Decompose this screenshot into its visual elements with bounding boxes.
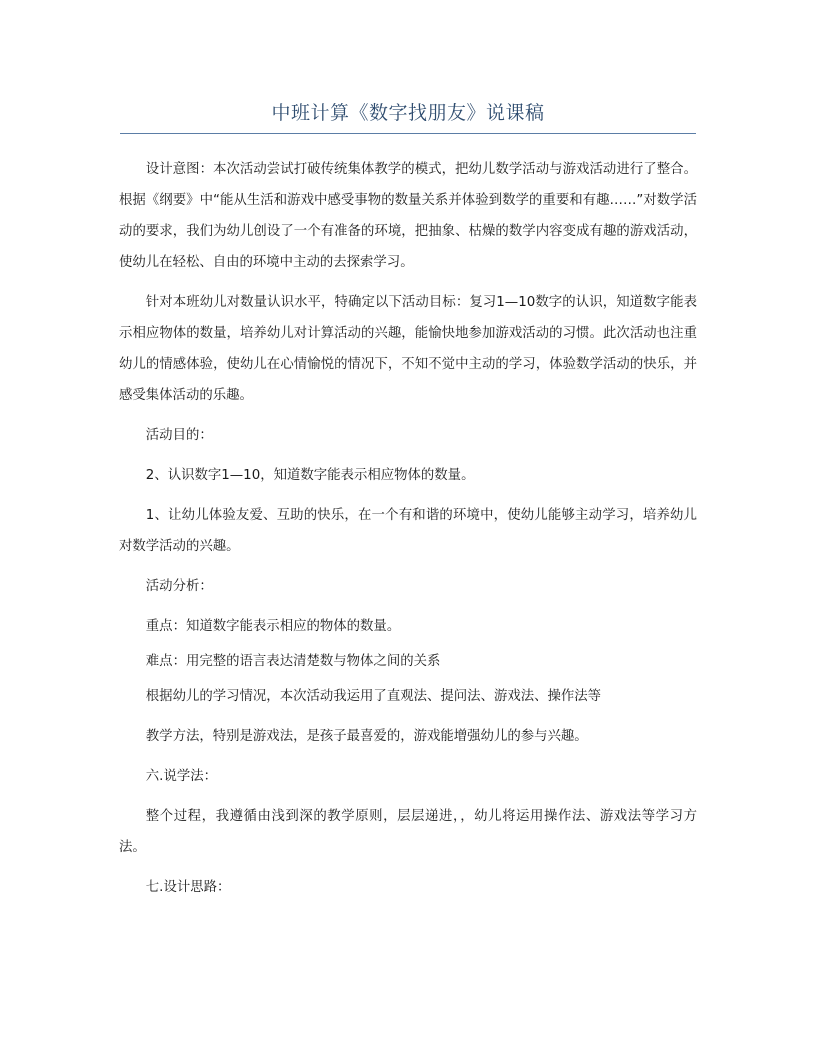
list-item-purpose-2: 2、认识数字1—10，知道数字能表示相应物体的数量。	[145, 468, 475, 483]
title-divider	[120, 133, 696, 134]
paragraph-design-intent: 设计意图：本次活动尝试打破传统集体教学的模式，把幼儿数学活动与游戏活动进行了整合。根据《纲要》中“能从生活和游戏中感受事物的数量关系并体验到数学的重要和有趣……”对数学活动的要求，我们为幼儿创设了一个有准备的环境，把抽象、枯燥的数学内容变成有趣的游戏活动，使幼儿在轻松、自由的环境中主动的去探索学习。	[119, 162, 697, 270]
heading-learning-methods: 六.说学法：	[145, 769, 218, 784]
heading-activity-purpose: 活动目的：	[145, 428, 213, 443]
document-title: 中班计算《数字找朋友》说课稿	[271, 102, 545, 124]
document-body	[119, 154, 697, 903]
heading-activity-analysis: 活动分析：	[145, 579, 213, 594]
paragraph-difficulty: 难点：用完整的语言表达清楚数与物体之间的关系	[145, 654, 441, 669]
paragraph-teaching-methods: 教学方法，特别是游戏法，是孩子最喜爱的，游戏能增强幼儿的参与兴趣。	[145, 729, 588, 744]
paragraph-methods: 根据幼儿的学习情况，本次活动我运用了直观法、提问法、游戏法、操作法等	[145, 689, 602, 704]
paragraph-activity-goals: 针对本班幼儿对数量认识水平，特确定以下活动目标：复习1—10数字的认识，知道数字能表示相应物体的数量，培养幼儿对计算活动的兴趣，能愉快地参加游戏活动的习惯。此次活动也注重幼儿的情感体验，使幼儿在心情愉悦的情况下，不知不觉中主动的学习，体验数学活动的快乐，并感受集体活动的乐趣。	[119, 295, 697, 403]
heading-design-ideas: 七.设计思路：	[145, 880, 231, 895]
paragraph-key-point: 重点：知道数字能表示相应的物体的数量。	[145, 619, 401, 634]
list-item-purpose-1: 1、让幼儿体验友爱、互助的快乐，在一个有和谐的环境中，使幼儿能够主动学习，培养幼儿对数学活动的兴趣。	[119, 508, 697, 554]
paragraph-learning-process: 整个过程，我遵循由浅到深的教学原则，层层递进，，幼儿将运用操作法、游戏法等学习方法。	[119, 809, 697, 855]
